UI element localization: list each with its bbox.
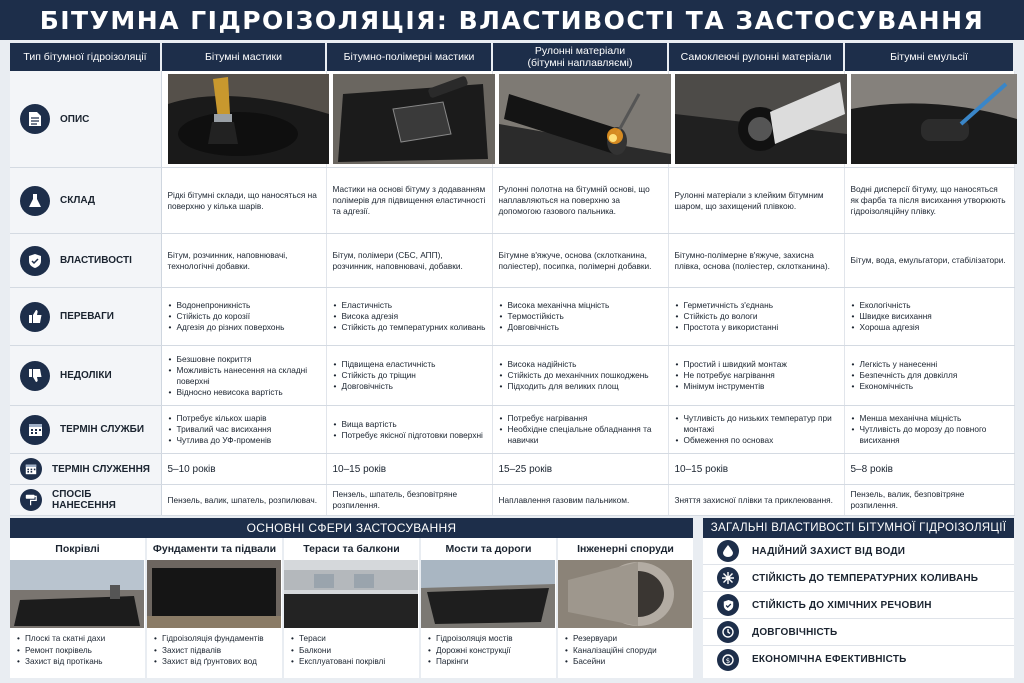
- table-cell: Рідкі бітумні склади, що наносяться на поверхню у кілька шарів.: [161, 168, 326, 234]
- table-cell: [844, 346, 1014, 406]
- column-header: Бітумно-полімерні мастики: [326, 43, 492, 71]
- column-image-brush: [161, 71, 326, 168]
- list-item: • Підходить для великих площ: [499, 381, 662, 392]
- row-label: ОПИС: [60, 113, 90, 125]
- list-item: • Вища вартість: [333, 419, 486, 430]
- bridge-deck-image: [421, 560, 556, 628]
- list-item: • Тераси: [290, 633, 413, 645]
- list-item: • Еластичність: [333, 300, 486, 311]
- list-item: • Потребує кількох шарів: [168, 413, 320, 424]
- list-item: • Захист від протікань: [16, 656, 139, 668]
- general-properties-title: ЗАГАЛЬНІ ВЛАСТИВОСТІ БІТУМНОЇ ГІДРОІЗОЛЯЦІЇ: [703, 518, 1014, 538]
- list-item: • Висока надійність: [499, 359, 662, 370]
- table-row: [10, 346, 1014, 406]
- list-item: • Обмеження по основах: [675, 435, 838, 446]
- table-cell: Бітумне в'яжуче, основа (склотканина, поліестер), посипка, полімерні добавки.: [492, 234, 668, 288]
- list-item: • Економічність: [851, 381, 1008, 392]
- table-cell: [326, 346, 492, 406]
- column-header: Рулонні матеріали (бітумні наплавляємі): [492, 43, 668, 71]
- list-item: • Висока адгезія: [333, 311, 486, 322]
- list-item: • Відносно невисока вартість: [168, 387, 320, 398]
- table-cell: 5–10 років: [161, 454, 326, 485]
- sphere-title: Тераси та балкони: [303, 543, 400, 555]
- flask-icon: [20, 186, 50, 216]
- table-cell: [844, 288, 1014, 346]
- table-cell: [668, 406, 844, 454]
- table-cell: Мастики на основі бітуму з додаванням полімерів для підвищення еластичності та адгезії.: [326, 168, 492, 234]
- list-item: • Безпечність для довкілля: [851, 370, 1008, 381]
- thumbs-up-icon: [20, 302, 50, 332]
- list-item: • Потребує нагрівання: [499, 413, 662, 424]
- list-item: • Менша механічна міцність: [851, 413, 1008, 424]
- shield-check-icon: [717, 594, 739, 616]
- row-header: [10, 168, 161, 234]
- sphere-card-foundations: [147, 538, 284, 678]
- document-icon: [20, 104, 50, 134]
- table-row: [10, 454, 1014, 485]
- list-item: • Екологічність: [851, 300, 1008, 311]
- row-header: [10, 346, 161, 406]
- property-label: СТІЙКІСТЬ ДО ХІМІЧНИХ РЕЧОВИН: [752, 599, 932, 611]
- table-cell: [161, 346, 326, 406]
- terrace-image: [284, 560, 419, 628]
- table-cell: Бітум, розчинник, наповнювачі, технологічні добавки.: [161, 234, 326, 288]
- list-item: • Водонепроникність: [168, 300, 320, 311]
- table-cell: [492, 346, 668, 406]
- row-label: ВЛАСТИВОСТІ: [60, 255, 132, 266]
- table-cell: [161, 406, 326, 454]
- table-row: [10, 234, 1014, 288]
- list-item: • Чутлива до УФ-променів: [168, 435, 320, 446]
- list-item: • Експлуатовані покрівлі: [290, 656, 413, 668]
- table-cell: Пензель, валик, безповітряне розпилення.: [844, 485, 1014, 516]
- list-item: • Підвищена еластичність: [333, 359, 486, 370]
- table-row: [10, 406, 1014, 454]
- row-label: СКЛАД: [60, 195, 96, 206]
- table-cell: 5–8 років: [844, 454, 1014, 485]
- table-row: [10, 288, 1014, 346]
- column-image-trowel: [326, 71, 492, 168]
- list-item: • Паркінги: [427, 656, 550, 668]
- self-adhesive-roll-image: [675, 74, 847, 164]
- list-item: • Захист підвалів: [153, 645, 276, 657]
- list-item: • Плоскі та скатні дахи: [16, 633, 139, 645]
- list-item: • Гідроізоляція мостів: [427, 633, 550, 645]
- list-item: • Стійкість до корозії: [168, 311, 320, 322]
- list-item: • Простий і швидкий монтаж: [675, 359, 838, 370]
- property-label: НАДІЙНИЙ ЗАХИСТ ВІД ВОДИ: [752, 545, 906, 557]
- sphere-title: Інженерні споруди: [577, 543, 674, 555]
- page-title: БІТУМНА ГІДРОІЗОЛЯЦІЯ: ВЛАСТИВОСТІ ТА ЗАСТОСУВАННЯ: [39, 5, 985, 35]
- row-header: [10, 288, 161, 346]
- list-item: • Герметичність з'єднань: [675, 300, 838, 311]
- table-cell: [326, 406, 492, 454]
- list-item: • Тривалий час висихання: [168, 424, 320, 435]
- table-cell: [161, 288, 326, 346]
- list-item: • Необхідне спеціальне обладнання та навички: [499, 424, 662, 446]
- table-row: [10, 71, 1014, 168]
- row-label: ТЕРМІН СЛУЖБИ: [60, 424, 145, 435]
- concrete-pipe-image: [558, 560, 693, 628]
- column-image-torch: [492, 71, 668, 168]
- general-property-item: [703, 538, 1014, 565]
- list-item: • Швидке висихання: [851, 311, 1008, 322]
- list-item: • Простота у використанні: [675, 322, 838, 333]
- sphere-card-roofs: [10, 538, 147, 678]
- list-item: • Потребує якісної підготовки поверхні: [333, 430, 486, 441]
- list-item: • Стійкість до механічних пошкоджень: [499, 370, 662, 381]
- column-image-roller: [844, 71, 1014, 168]
- list-item: • Чутливість до низьких температур при монтажі: [675, 413, 838, 435]
- list-item: • Стійкість до вологи: [675, 311, 838, 322]
- table-cell: [844, 406, 1014, 454]
- list-item: • Висока механічна міцність: [499, 300, 662, 311]
- list-item: • Адгезія до різних поверхонь: [168, 322, 320, 333]
- column-header: Бітумні емульсії: [844, 43, 1014, 71]
- property-label: ДОВГОВІЧНІСТЬ: [752, 626, 838, 638]
- list-item: • Каналізаційні споруди: [564, 645, 687, 657]
- calendar-icon: [20, 458, 42, 480]
- flat-roof-image: [10, 560, 145, 628]
- list-item: • Басейни: [564, 656, 687, 668]
- sphere-title: Мости та дороги: [445, 543, 532, 555]
- list-item: • Захист від ґрунтових вод: [153, 656, 276, 668]
- table-cell: Бітум, вода, емульгатори, стабілізатори.: [844, 234, 1014, 288]
- table-cell: [668, 346, 844, 406]
- corner-header: Тип бітумної гідроізоляції: [10, 43, 161, 71]
- svg-text:$: $: [725, 656, 731, 665]
- table-cell: Наплавлення газовим пальником.: [492, 485, 668, 516]
- table-cell: Бітумно-полімерне в'яжуче, захисна плівка, основа (поліестер, склотканина).: [668, 234, 844, 288]
- table-cell: 15–25 років: [492, 454, 668, 485]
- list-item: • Довговічність: [333, 381, 486, 392]
- sphere-card-engineering: [558, 538, 693, 678]
- table-cell: [326, 288, 492, 346]
- list-item: • Мінімум інструментів: [675, 381, 838, 392]
- row-header: [10, 234, 161, 288]
- general-property-item: [703, 646, 1014, 673]
- snowflake-sun-icon: [717, 567, 739, 589]
- general-property-item: [703, 619, 1014, 646]
- table-cell: Водні дисперсії бітуму, що наносяться як фарба та після висихання утворюють гідроізоляційну плівку.: [844, 168, 1014, 234]
- list-item: • Хороша адгезія: [851, 322, 1008, 333]
- table-cell: Пензель, шпатель, безповітряне розпилення.: [326, 485, 492, 516]
- application-areas-panel: [10, 518, 693, 678]
- row-header: [10, 485, 161, 516]
- column-header: Самоклеючі рулонні матеріали: [668, 43, 844, 71]
- table-cell: [492, 406, 668, 454]
- list-item: • Гідроізоляція фундаментів: [153, 633, 276, 645]
- calendar-icon: [20, 415, 50, 445]
- table-row: [10, 485, 1014, 516]
- brush-applying-mastic-image: [168, 74, 329, 164]
- torch-on-roll-image: [499, 74, 671, 164]
- row-header: [10, 454, 161, 485]
- property-label: ЕКОНОМІЧНА ЕФЕКТИВНІСТЬ: [752, 654, 907, 665]
- paint-roller-icon: [20, 489, 42, 511]
- list-item: • Довговічність: [499, 322, 662, 333]
- list-item: • Чутливість до морозу до повного висихання: [851, 424, 1008, 446]
- table-cell: 10–15 років: [326, 454, 492, 485]
- sphere-title: Покрівлі: [55, 543, 100, 555]
- list-item: • Ремонт покрівель: [16, 645, 139, 657]
- row-header: [10, 406, 161, 454]
- column-header: Бітумні мастики: [161, 43, 326, 71]
- sphere-card-bridges: [421, 538, 558, 678]
- title-bar: [0, 0, 1024, 40]
- table-cell: Бітум, полімери (СБС, АПП), розчинник, наповнювачі, добавки.: [326, 234, 492, 288]
- paint-roller-emulsion-image: [851, 74, 1017, 164]
- list-item: • Легкість у нанесенні: [851, 359, 1008, 370]
- application-areas-title: ОСНОВНІ СФЕРИ ЗАСТОСУВАННЯ: [10, 518, 693, 538]
- row-label: СПОСІБ НАНЕСЕННЯ: [52, 489, 116, 511]
- table-cell: Зняття захисної плівки та приклеювання.: [668, 485, 844, 516]
- list-item: • Не потребує нагрівання: [675, 370, 838, 381]
- table-cell: Рулонні матеріали з клейким бітумним шаром, що захищений плівкою.: [668, 168, 844, 234]
- table-header-row: [10, 43, 1014, 71]
- column-image-self-adhesive: [668, 71, 844, 168]
- property-label: СТІЙКІСТЬ ДО ТЕМПЕРАТУРНИХ КОЛИВАНЬ: [752, 572, 979, 584]
- trowel-spreading-mastic-image: [333, 74, 495, 164]
- row-label: НЕДОЛІКИ: [60, 370, 112, 381]
- sphere-card-terraces: [284, 538, 421, 678]
- table-cell: [492, 288, 668, 346]
- list-item: • Балкони: [290, 645, 413, 657]
- coin-icon: [717, 649, 739, 671]
- list-item: • Стійкість до тріщин: [333, 370, 486, 381]
- sphere-title: Фундаменти та підвали: [152, 543, 277, 555]
- list-item: • Термостійкість: [499, 311, 662, 322]
- table-cell: Пензель, валик, шпатель, розпилювач.: [161, 485, 326, 516]
- table-cell: [668, 288, 844, 346]
- table-cell: 10–15 років: [668, 454, 844, 485]
- row-label: ТЕРМІН СЛУЖЕННЯ: [52, 463, 150, 475]
- water-drop-icon: [717, 540, 739, 562]
- list-item: • Резервуари: [564, 633, 687, 645]
- row-header: [10, 71, 161, 168]
- general-property-item: [703, 565, 1014, 592]
- list-item: • Стійкість до температурних коливань: [333, 322, 486, 333]
- row-label: ПЕРЕВАГИ: [60, 311, 114, 322]
- list-item: • Можливість нанесення на складні поверхні: [168, 365, 320, 387]
- table-row: [10, 168, 1014, 234]
- table-cell: Рулонні полотна на бітумній основі, що наплавляються на поверхню за допомогою газового пальника.: [492, 168, 668, 234]
- thumbs-down-icon: [20, 361, 50, 391]
- clock-icon: [717, 621, 739, 643]
- shield-check-icon: [20, 246, 50, 276]
- comparison-table: [10, 43, 1015, 516]
- list-item: • Дорожні конструкції: [427, 645, 550, 657]
- general-properties-panel: [703, 518, 1014, 678]
- foundation-wall-image: [147, 560, 282, 628]
- list-item: • Безшовне покриття: [168, 354, 320, 365]
- general-property-item: [703, 592, 1014, 619]
